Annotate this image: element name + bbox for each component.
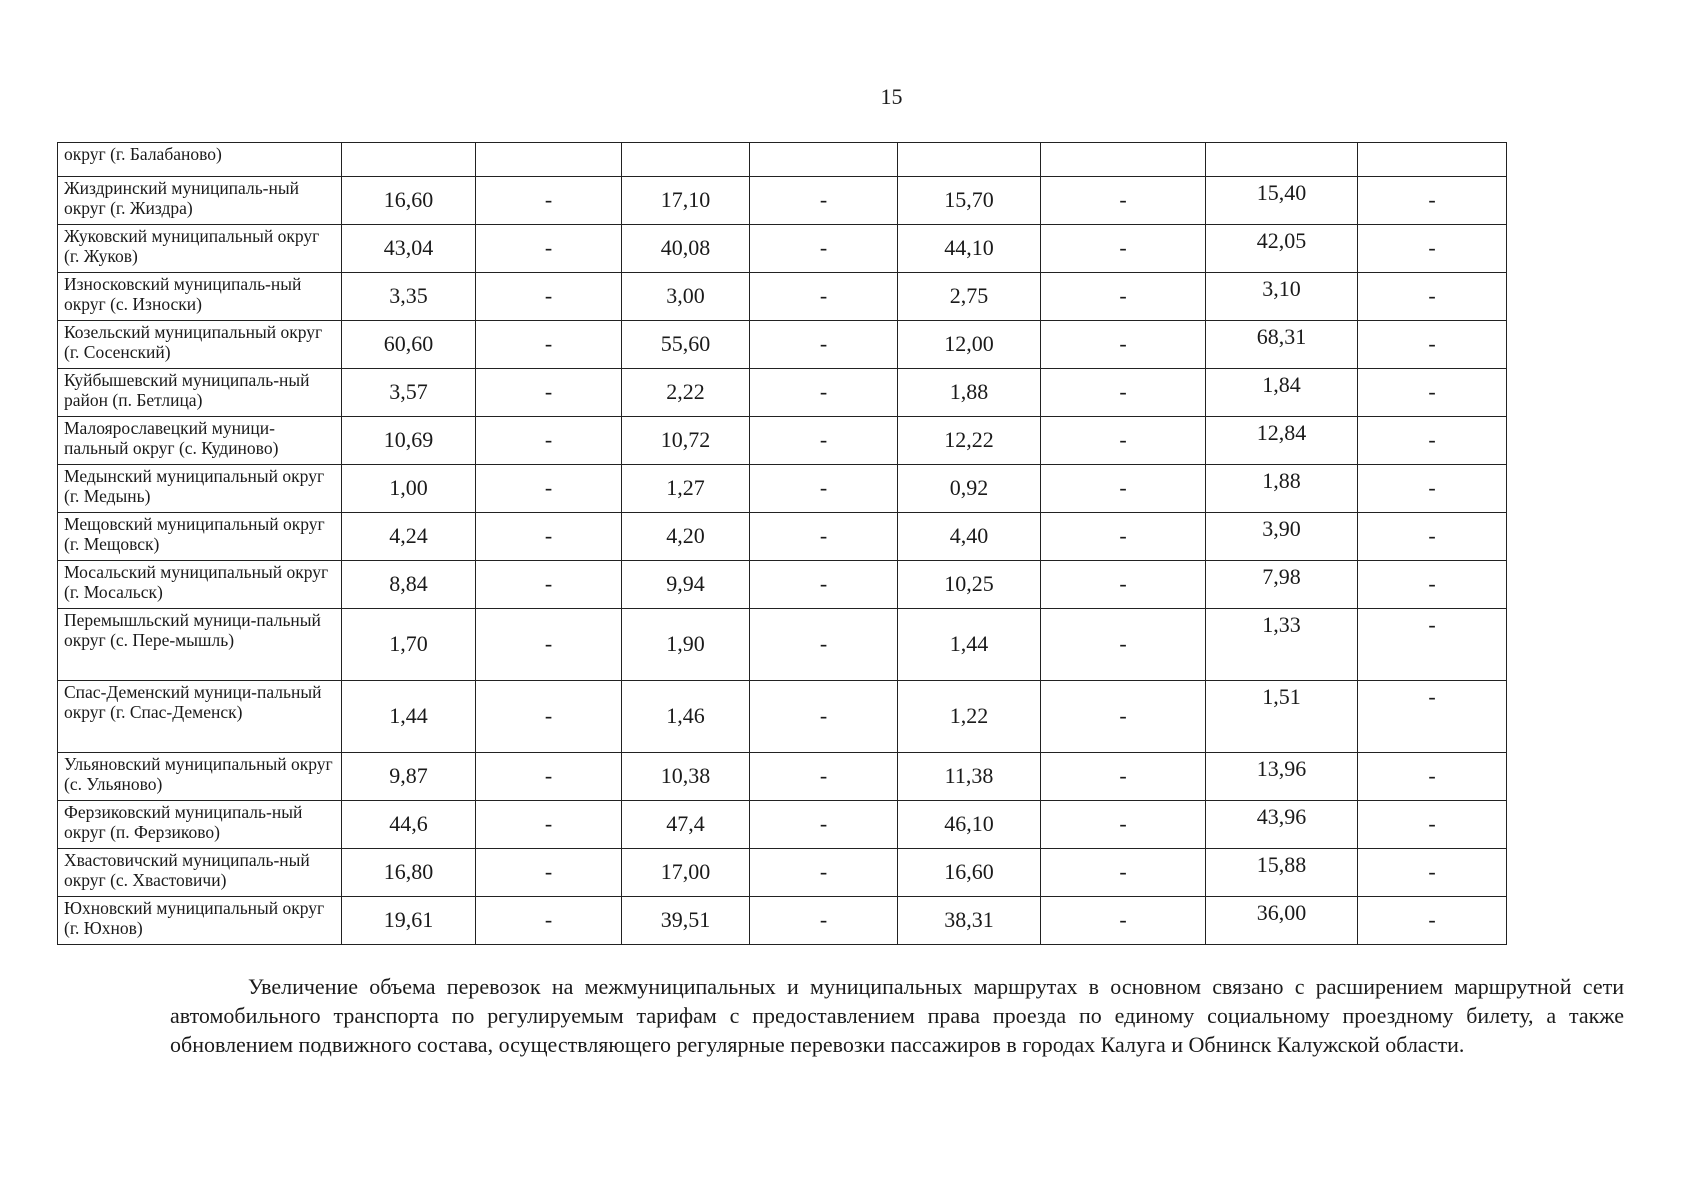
- table-row: [58, 849, 1507, 897]
- value-cell: [1206, 143, 1358, 177]
- value-cell: 12,00: [898, 321, 1041, 369]
- value-cell: [342, 143, 476, 177]
- value-cell: 11,38: [898, 753, 1041, 801]
- table-row: [58, 321, 1507, 369]
- value-cell: 1,70: [342, 609, 476, 681]
- value-cell: 4,40: [898, 513, 1041, 561]
- value-cell: 0,92: [898, 465, 1041, 513]
- value-cell: 36,00: [1206, 897, 1358, 945]
- district-name-cell: Перемышльский муници-пальный округ (с. Пере-мышль): [58, 609, 342, 681]
- body-paragraph: Увеличение объема перевозок на межмуниципальных и муниципальных маршрутах в основном связано с расширением маршрутной сети автомобильного транспорта по регулируемым тарифам с предоставлением права проезда по единому социальному проездному билету, а также обновлением подвижного состава, осуществляющего регулярные перевозки пассажиров в городах Калуга и Обнинск Калужской области.: [170, 974, 1624, 1057]
- value-cell: -: [1358, 513, 1507, 561]
- value-cell: -: [750, 225, 898, 273]
- value-cell: 3,00: [622, 273, 750, 321]
- value-cell: 8,84: [342, 561, 476, 609]
- district-name-cell: Спас-Деменский муници-пальный округ (г. Спас-Деменск): [58, 681, 342, 753]
- value-cell: -: [1041, 897, 1206, 945]
- district-name-cell: Ульяновский муниципальный округ (с. Ульяново): [58, 753, 342, 801]
- value-cell: -: [1358, 681, 1507, 753]
- value-cell: 10,25: [898, 561, 1041, 609]
- value-cell: -: [1041, 465, 1206, 513]
- value-cell: 15,40: [1206, 177, 1358, 225]
- value-cell: -: [476, 897, 622, 945]
- value-cell: 12,22: [898, 417, 1041, 465]
- value-cell: -: [1041, 417, 1206, 465]
- value-cell: -: [1358, 177, 1507, 225]
- value-cell: -: [750, 801, 898, 849]
- value-cell: -: [476, 513, 622, 561]
- value-cell: 2,22: [622, 369, 750, 417]
- value-cell: 1,33: [1206, 609, 1358, 681]
- value-cell: 44,10: [898, 225, 1041, 273]
- value-cell: -: [750, 849, 898, 897]
- value-cell: -: [1358, 225, 1507, 273]
- table-row: [58, 753, 1507, 801]
- value-cell: -: [750, 369, 898, 417]
- value-cell: -: [1358, 465, 1507, 513]
- value-cell: -: [1041, 273, 1206, 321]
- value-cell: 1,88: [1206, 465, 1358, 513]
- value-cell: 16,60: [342, 177, 476, 225]
- table-row: [58, 513, 1507, 561]
- value-cell: -: [1041, 513, 1206, 561]
- district-name-cell: Мещовский муниципальный округ (г. Мещовск): [58, 513, 342, 561]
- table-row: [58, 369, 1507, 417]
- value-cell: -: [1041, 801, 1206, 849]
- value-cell: -: [1041, 321, 1206, 369]
- value-cell: 1,51: [1206, 681, 1358, 753]
- value-cell: 7,98: [1206, 561, 1358, 609]
- value-cell: 47,4: [622, 801, 750, 849]
- value-cell: 12,84: [1206, 417, 1358, 465]
- district-name-cell: Износковский муниципаль-ный округ (с. Износки): [58, 273, 342, 321]
- value-cell: -: [1041, 849, 1206, 897]
- table-row: [58, 609, 1507, 681]
- value-cell: 16,80: [342, 849, 476, 897]
- value-cell: 43,96: [1206, 801, 1358, 849]
- value-cell: -: [1041, 225, 1206, 273]
- value-cell: [622, 143, 750, 177]
- value-cell: -: [1358, 753, 1507, 801]
- table-row: [58, 561, 1507, 609]
- value-cell: -: [1358, 801, 1507, 849]
- value-cell: 1,22: [898, 681, 1041, 753]
- value-cell: [1358, 143, 1507, 177]
- value-cell: -: [476, 681, 622, 753]
- value-cell: 13,96: [1206, 753, 1358, 801]
- district-name-cell: Жиздринский муниципаль-ный округ (г. Жиздра): [58, 177, 342, 225]
- value-cell: 1,84: [1206, 369, 1358, 417]
- value-cell: 9,87: [342, 753, 476, 801]
- value-cell: -: [1358, 897, 1507, 945]
- value-cell: 17,10: [622, 177, 750, 225]
- value-cell: 16,60: [898, 849, 1041, 897]
- district-name-cell: Медынский муниципальный округ (г. Медынь): [58, 465, 342, 513]
- table-row: [58, 897, 1507, 945]
- value-cell: 10,72: [622, 417, 750, 465]
- value-cell: 1,44: [342, 681, 476, 753]
- value-cell: 10,38: [622, 753, 750, 801]
- value-cell: -: [750, 465, 898, 513]
- value-cell: -: [1041, 681, 1206, 753]
- value-cell: -: [1041, 609, 1206, 681]
- value-cell: 43,04: [342, 225, 476, 273]
- value-cell: -: [750, 561, 898, 609]
- table-row: [58, 143, 1507, 177]
- value-cell: 2,75: [898, 273, 1041, 321]
- value-cell: 3,90: [1206, 513, 1358, 561]
- value-cell: 3,35: [342, 273, 476, 321]
- value-cell: 38,31: [898, 897, 1041, 945]
- value-cell: 17,00: [622, 849, 750, 897]
- district-name-cell: Малоярославецкий муници-пальный округ (с. Кудиново): [58, 417, 342, 465]
- district-name-cell: Хвастовичский муниципаль-ный округ (с. Хвастовичи): [58, 849, 342, 897]
- district-name-cell: Козельский муниципальный округ (г. Сосенский): [58, 321, 342, 369]
- table-row: [58, 801, 1507, 849]
- value-cell: -: [1358, 849, 1507, 897]
- value-cell: -: [476, 753, 622, 801]
- value-cell: 42,05: [1206, 225, 1358, 273]
- value-cell: -: [750, 417, 898, 465]
- value-cell: 40,08: [622, 225, 750, 273]
- value-cell: 1,88: [898, 369, 1041, 417]
- value-cell: 19,61: [342, 897, 476, 945]
- district-name-cell: Мосальский муниципальный округ (г. Мосальск): [58, 561, 342, 609]
- statistics-table: [57, 142, 1507, 945]
- value-cell: 1,27: [622, 465, 750, 513]
- value-cell: -: [1041, 177, 1206, 225]
- value-cell: 10,69: [342, 417, 476, 465]
- value-cell: -: [750, 321, 898, 369]
- value-cell: [898, 143, 1041, 177]
- value-cell: 3,57: [342, 369, 476, 417]
- value-cell: 1,00: [342, 465, 476, 513]
- value-cell: 1,44: [898, 609, 1041, 681]
- page-number: 15: [880, 84, 903, 109]
- table-row: [58, 417, 1507, 465]
- value-cell: 46,10: [898, 801, 1041, 849]
- value-cell: 1,90: [622, 609, 750, 681]
- value-cell: 1,46: [622, 681, 750, 753]
- value-cell: -: [750, 753, 898, 801]
- district-name-cell: Куйбышевский муниципаль-ный район (п. Бетлица): [58, 369, 342, 417]
- value-cell: -: [750, 273, 898, 321]
- district-name-cell: округ (г. Балабаново): [58, 143, 342, 177]
- value-cell: -: [476, 177, 622, 225]
- value-cell: 9,94: [622, 561, 750, 609]
- value-cell: -: [1358, 321, 1507, 369]
- table-row: [58, 177, 1507, 225]
- value-cell: -: [476, 417, 622, 465]
- value-cell: -: [476, 465, 622, 513]
- district-name-cell: Ферзиковский муниципаль-ный округ (п. Ферзиково): [58, 801, 342, 849]
- district-name-cell: Юхновский муниципальный округ (г. Юхнов): [58, 897, 342, 945]
- value-cell: -: [476, 273, 622, 321]
- value-cell: -: [750, 177, 898, 225]
- value-cell: 4,24: [342, 513, 476, 561]
- table-row: [58, 225, 1507, 273]
- value-cell: 39,51: [622, 897, 750, 945]
- value-cell: -: [476, 225, 622, 273]
- value-cell: -: [750, 897, 898, 945]
- value-cell: 3,10: [1206, 273, 1358, 321]
- value-cell: -: [476, 321, 622, 369]
- value-cell: -: [476, 561, 622, 609]
- table-row: [58, 465, 1507, 513]
- value-cell: [1041, 143, 1206, 177]
- value-cell: 44,6: [342, 801, 476, 849]
- value-cell: [476, 143, 622, 177]
- value-cell: -: [1358, 369, 1507, 417]
- table-row: [58, 681, 1507, 753]
- district-name-cell: Жуковский муниципальный округ (г. Жуков): [58, 225, 342, 273]
- value-cell: -: [750, 513, 898, 561]
- value-cell: 4,20: [622, 513, 750, 561]
- value-cell: -: [750, 609, 898, 681]
- value-cell: [750, 143, 898, 177]
- value-cell: -: [750, 681, 898, 753]
- table-row: [58, 273, 1507, 321]
- value-cell: -: [1358, 561, 1507, 609]
- value-cell: -: [1358, 417, 1507, 465]
- value-cell: -: [1358, 609, 1507, 681]
- value-cell: -: [476, 609, 622, 681]
- value-cell: -: [476, 801, 622, 849]
- value-cell: -: [1358, 273, 1507, 321]
- value-cell: 68,31: [1206, 321, 1358, 369]
- value-cell: 55,60: [622, 321, 750, 369]
- value-cell: -: [1041, 753, 1206, 801]
- value-cell: -: [1041, 561, 1206, 609]
- value-cell: -: [1041, 369, 1206, 417]
- value-cell: 15,70: [898, 177, 1041, 225]
- value-cell: -: [476, 369, 622, 417]
- value-cell: 60,60: [342, 321, 476, 369]
- value-cell: 15,88: [1206, 849, 1358, 897]
- value-cell: -: [476, 849, 622, 897]
